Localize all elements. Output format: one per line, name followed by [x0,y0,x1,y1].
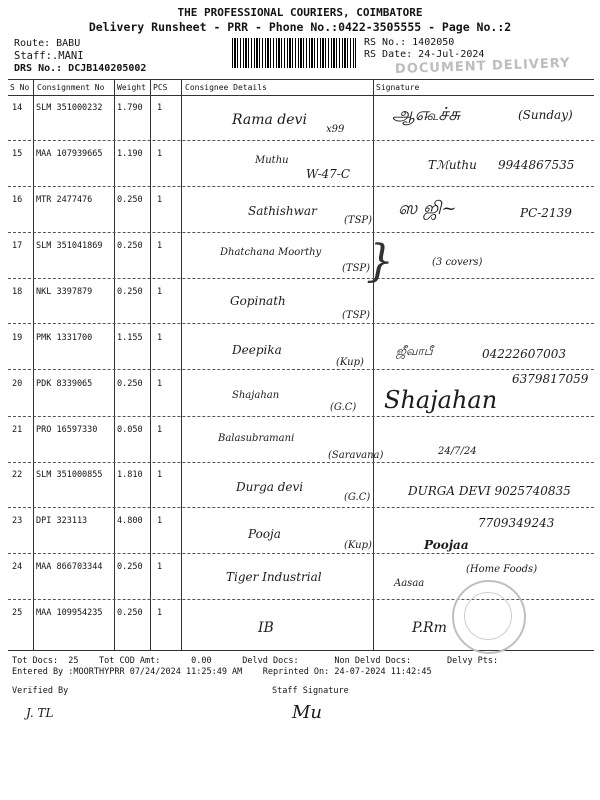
row-consignment: PMK 1331700 [36,333,93,343]
drs-number: DRS No.: DCJB140205002 [14,63,147,74]
company-seal [452,580,526,654]
signature-text: P.Rm [412,620,447,636]
row-weight: 1.155 [117,333,143,343]
signature-text: 9944867535 [498,158,575,172]
row-weight: 0.050 [117,425,143,435]
row-divider [8,553,594,554]
row-pcs: 1 [157,333,163,343]
row-weight: 1.790 [117,103,143,113]
row-weight: 0.250 [117,379,143,389]
row-divider [8,232,594,233]
row-pcs: 1 [157,103,163,113]
row-divider [8,369,594,370]
col-divider [181,79,182,651]
consignee-note: (Saravana) [328,450,384,461]
col-divider [373,79,374,651]
consignee-handwriting: Muthu [255,155,289,166]
row-weight: 1.810 [117,470,143,480]
consignee-note: (TSP) [342,310,371,321]
row-divider [8,186,594,187]
row-divider [8,416,594,417]
row-pcs: 1 [157,425,163,435]
totals-line: Tot Docs: 25 Tot COD Amt: 0.00 Delvd Docs: Non Delvd Docs: Delvy Pts: [12,656,499,666]
runsheet-subtitle: Delivery Runsheet - PRR - Phone No.:0422-3505555 - Page No.:2 [88,20,512,34]
consignee-handwriting: Balasubramani [218,433,295,444]
row-sno: 17 [12,241,23,251]
consignee-note: (Kup) [344,540,372,551]
row-consignment: MAA 866703344 [36,562,103,572]
row-sno: 16 [12,195,23,205]
row-divider [8,278,594,279]
row-consignment: SLM 351000855 [36,470,103,480]
table-bottom-rule [8,650,594,651]
row-consignment: SLM 351000232 [36,103,103,113]
col-header-consignee: Consignee Details [185,83,267,92]
col-header-weight: Weight [117,83,146,92]
consignee-note: (Kup) [336,357,364,368]
col-header-signature: Signature [376,83,420,92]
bracket-mark: } [366,236,394,287]
col-divider [114,79,115,651]
row-sno: 22 [12,470,23,480]
row-sno: 24 [12,562,23,572]
signature-text: 04222607003 [482,347,566,361]
row-sno: 18 [12,287,23,297]
row-pcs: 1 [157,379,163,389]
row-sno: 19 [12,333,23,343]
row-consignment: SLM 351041869 [36,241,103,251]
row-pcs: 1 [157,470,163,480]
col-header-pcs: PCS [153,83,168,92]
row-divider [8,323,594,324]
consignee-handwriting: Sathishwar [248,204,317,218]
row-weight: 0.250 [117,287,143,297]
signature-text: DURGA DEVI 9025740835 [408,484,571,498]
row-sno: 23 [12,516,23,526]
row-divider [8,507,594,508]
row-sno: 21 [12,425,23,435]
row-pcs: 1 [157,516,163,526]
staff-signature: Mu [292,702,323,723]
signature-text: 7709349243 [478,516,555,530]
row-consignment: MAA 109954235 [36,608,103,618]
staff-label: Staff:.MANI [14,50,84,62]
row-weight: 0.250 [117,562,143,572]
signature-mark: Aasaa [394,578,425,589]
signature-text: 24/7/24 [438,446,477,457]
barcode-image [232,38,356,68]
signature-text: (Home Foods) [466,564,538,575]
consignee-handwriting: IB [258,620,274,636]
consignee-handwriting: Dhatchana Moorthy [220,247,322,258]
signature-mark: Poojaa [424,538,469,552]
row-divider [8,140,594,141]
consignee-note: (G.C) [344,492,371,503]
entered-by-line: Entered By :MOORTHYPRR 07/24/2024 11:25:49 AM Reprinted On: 24-07-2024 11:42:45 [12,667,432,677]
consignee-note: x99 [326,124,345,135]
signature-text: 6379817059 [512,372,589,386]
col-header-sno: S No [10,83,30,92]
staff-signature-label: Staff Signature [272,686,349,696]
company-title: THE PROFESSIONAL COURIERS, COIMBATORE [177,6,423,19]
consignee-handwriting: Pooja [248,527,281,541]
verified-signature: J. TL [26,706,54,720]
row-weight: 0.250 [117,241,143,251]
row-sno: 14 [12,103,23,113]
row-sno: 25 [12,608,23,618]
row-weight: 4.800 [117,516,143,526]
row-weight: 0.250 [117,608,143,618]
rs-number: RS No.: 1402050 [364,37,455,48]
row-weight: 0.250 [117,195,143,205]
row-pcs: 1 [157,195,163,205]
consignee-handwriting: Gopinath [230,294,286,308]
col-divider [33,79,34,651]
signature-mark: ஆ௷ச்சு [392,104,460,125]
signature-text: (3 covers) [432,257,483,268]
row-consignment: NKL 3397879 [36,287,93,297]
signature-mark: ஸ ஜி~ [398,198,457,219]
consignee-note: (TSP) [344,215,373,226]
signature-mark: ஜீவாபீ [396,344,433,358]
row-consignment: PRO 16597330 [36,425,98,435]
row-pcs: 1 [157,562,163,572]
consignee-handwriting: Tiger Industrial [226,570,322,584]
rs-date: RS Date: 24-Jul-2024 [364,49,485,60]
row-consignment: MAA 107939665 [36,149,103,159]
col-header-consignment: Consignment No [37,83,105,92]
row-divider [8,462,594,463]
consignee-note: W-47-C [306,167,351,181]
row-pcs: 1 [157,149,163,159]
table-header-rule [8,95,594,96]
consignee-note: (TSP) [342,263,371,274]
consignee-note: (G.C) [330,402,357,413]
document-delivery-stamp: DOCUMENT DELIVERY [394,55,571,78]
table-top-rule [8,79,594,80]
signature-text: (Sunday) [518,108,573,122]
col-divider [150,79,151,651]
consignee-handwriting: Durga devi [236,480,304,494]
consignee-handwriting: Deepika [232,343,282,357]
verified-by-label: Verified By [12,686,69,696]
row-sno: 15 [12,149,23,159]
signature-mark: Shajahan [384,386,498,414]
row-consignment: PDK 8339065 [36,379,93,389]
row-pcs: 1 [157,608,163,618]
row-pcs: 1 [157,287,163,297]
consignee-handwriting: Shajahan [232,390,280,401]
row-consignment: MTR 2477476 [36,195,93,205]
row-pcs: 1 [157,241,163,251]
signature-text: PC-2139 [520,206,572,220]
row-weight: 1.190 [117,149,143,159]
route-label: Route: BABU [14,38,81,49]
row-consignment: DPI 323113 [36,516,88,526]
row-sno: 20 [12,379,23,389]
consignee-handwriting: Rama devi [232,112,307,128]
signature-mark: Tℳuthu [428,158,477,172]
